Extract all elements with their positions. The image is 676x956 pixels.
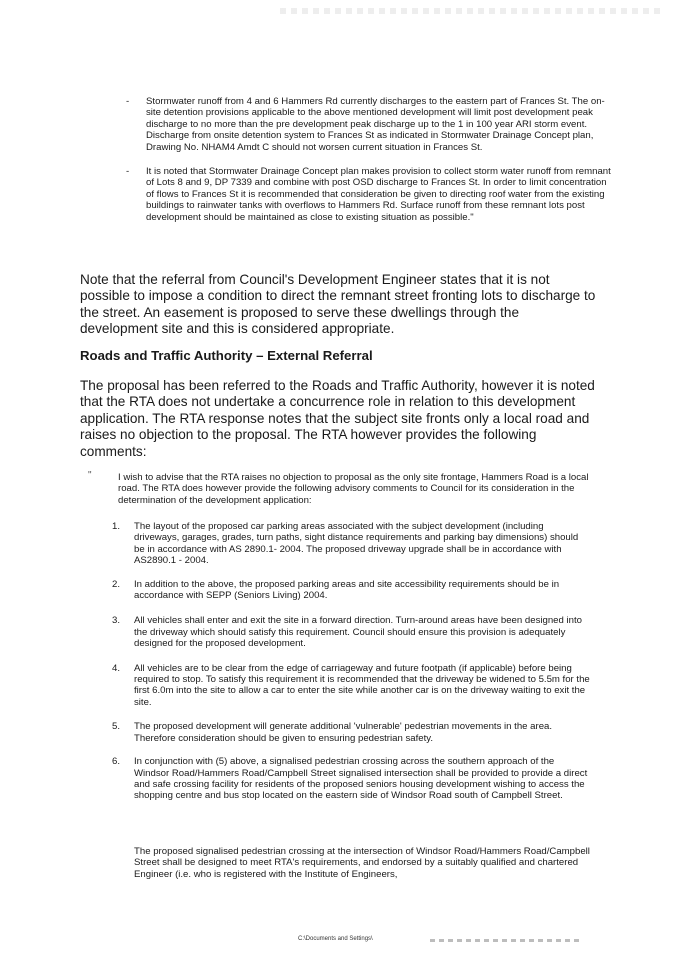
stormwater-bullet-list	[126, 96, 616, 233]
rta-quote-intro: I wish to advise that the RTA raises no objection to proposal as the only site frontage, Hammers Road is a local road. The RTA does however provide the following advisory comments to Council for its consideration in the determination of the development application:	[118, 472, 589, 506]
list-item	[112, 579, 590, 602]
footer-file-path: C:\Documents and Settings\	[298, 936, 373, 942]
item-number: 2.	[112, 578, 121, 590]
list-item	[112, 663, 590, 709]
item-text: The proposed development will generate additional 'vulnerable' pedestrian movements in the area. Therefore consideration should be given to ensuring pedestrian safety.	[134, 721, 553, 744]
bullet-mark: -	[126, 166, 130, 178]
rta-referral-paragraph: The proposal has been referred to the Roads and Traffic Authority, however it is noted that the RTA does not undertake a concurrence role in relation to this development application. The RTA response notes that the subject site fronts only a local road and raises no objection to the proposal. The RTA however provides the following comments:	[80, 378, 595, 459]
footer-blurred-path	[430, 939, 580, 942]
bullet-text: Stormwater runoff from 4 and 6 Hammers Rd currently discharges to the eastern part of Frances St. The on-site detention provisions applicable to the above mentioned development will limit post development peak discharge to no more than the pre development peak discharge up to the 1 in 100 year ARI storm event. Discharge from onsite detention system to Frances St as indicated in Stormwater Drainage Concept plan, Drawing No. NHAM4 Amdt C should not worsen current situation in Frances St.	[146, 96, 605, 153]
section-heading: Roads and Traffic Authority – External Referral	[80, 348, 373, 363]
list-item	[112, 721, 590, 744]
item-number: 6.	[112, 756, 121, 768]
bullet-item	[126, 166, 616, 223]
scan-artifact	[280, 8, 660, 14]
pedestrian-crossing-paragraph: The proposed signalised pedestrian crossing at the intersection of Windsor Road/Hammers Road/Campbell Street shall be designed to meet RTA's requirements, and endorsed by a suitably qualified and chartered Engineer (i.e. who is registered with the Institute of Engineers,	[134, 846, 590, 880]
quote-mark: "	[88, 470, 92, 481]
rta-comment-list	[112, 521, 590, 802]
bullet-item	[126, 96, 616, 153]
list-item	[112, 756, 590, 802]
engineer-note-paragraph: Note that the referral from Council's Development Engineer states that it is not possible to impose a condition to direct the remnant street fronting lots to discharge to the street. An easement is proposed to serve these dwellings through the development site and this is considered appropriate.	[80, 272, 596, 337]
bullet-mark: -	[126, 96, 130, 107]
item-number: 4.	[112, 662, 121, 674]
item-text: The layout of the proposed car parking areas associated with the subject development (including driveways, garages, grades, turn paths, sight distance requirements and parking bay dimensions) should be in accordance with AS 2890.1- 2004. The proposed driveway upgrade shall be in accordance with AS2890.1 - 2004.	[134, 521, 579, 567]
item-number: 5.	[112, 721, 121, 733]
list-item	[112, 615, 590, 649]
item-text: All vehicles shall enter and exit the site in a forward direction. Turn-around areas have been designed into the driveway which should satisfy this requirement. Council should ensure this provision is adequately designed for the proposed development.	[134, 615, 582, 650]
item-text: In addition to the above, the proposed parking areas and site accessibility requirements should be in accordance with SEPP (Seniors Living) 2004.	[134, 578, 560, 602]
bullet-text: It is noted that Stormwater Drainage Concept plan makes provision to collect storm water runoff from remnant of Lots 8 and 9, DP 7339 and combine with post OSD discharge to Frances St. In order to limit concentration of flows to Frances St it is recommended that consideration be given to directing roof water from the existing buildings to rainwater tanks with overflows to Hammers Rd. Surface runoff from these remnant lots post development should be maintained as close to existing situation as possible."	[146, 166, 611, 223]
item-text: All vehicles are to be clear from the edge of carriageway and future footpath (if applicable) before being required to stop. To satisfy this requirement it is recommended that the driveway be widened to 5.5m for the first 6.0m into the site to allow a car to enter the site while another car is on the driveway waiting to exit the site.	[134, 662, 590, 708]
list-item	[112, 521, 590, 567]
item-number: 3.	[112, 615, 121, 627]
item-text: In conjunction with (5) above, a signalised pedestrian crossing across the southern approach of the Windsor Road/Hammers Road/Campbell Street signalised intersection shall be provided to provide a direct and safe crossing facility for residents of the proposed seniors housing development wishing to access the shopping centre and bus stop located on the eastern side of Windsor Road south of Campbell Street.	[134, 756, 588, 802]
item-number: 1.	[112, 521, 121, 532]
